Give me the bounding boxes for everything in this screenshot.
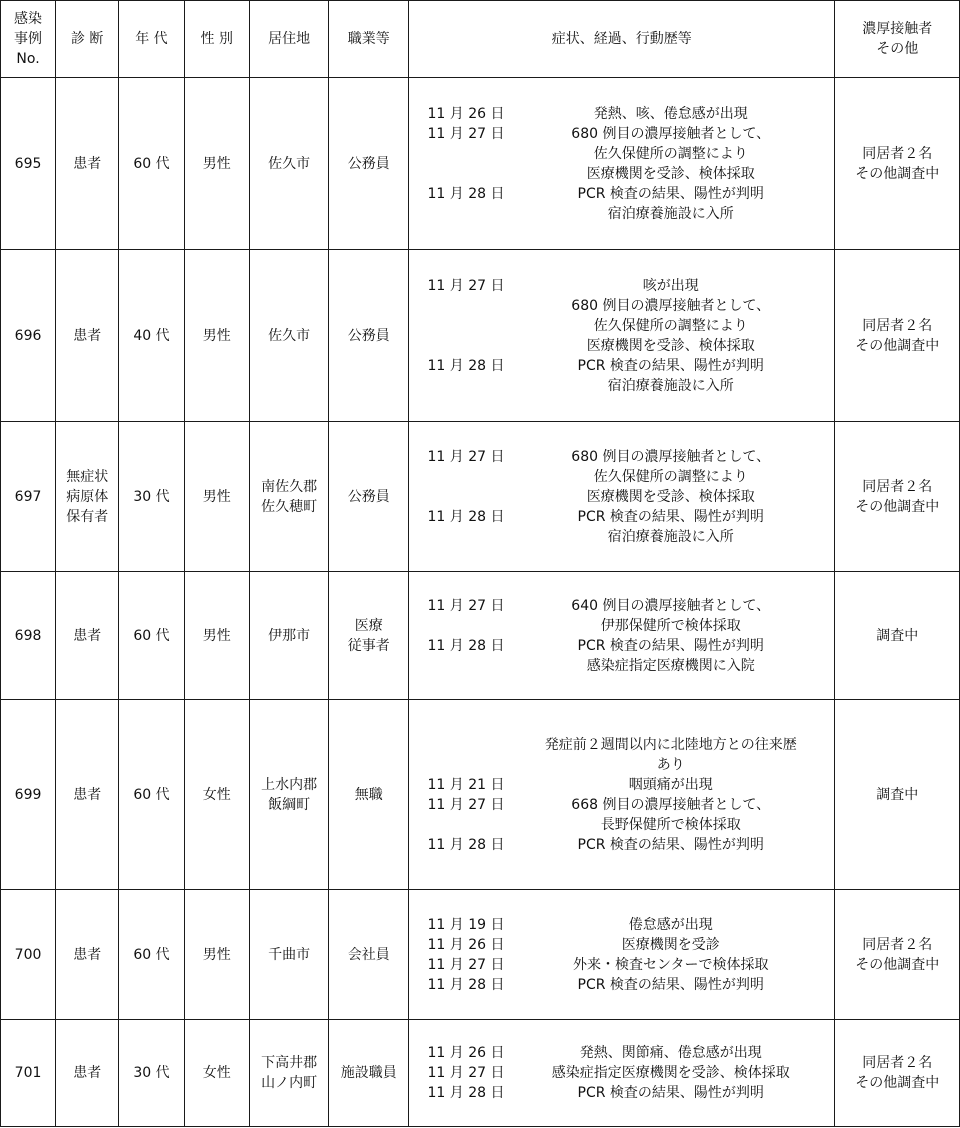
residence-cell: 下高井郡 山ノ内町	[249, 1020, 329, 1127]
history-date: 11 月 28 日	[427, 836, 505, 853]
residence-cell: 伊那市	[249, 572, 329, 700]
age-cell: 60 代	[119, 572, 184, 700]
history-date: 11 月 27 日	[427, 796, 505, 813]
case-no-cell: 698	[1, 572, 56, 700]
age-cell: 30 代	[119, 1020, 184, 1127]
contact-cell: 調査中	[835, 572, 960, 700]
occupation-cell: 公務員	[329, 250, 409, 422]
age-cell: 30 代	[119, 422, 184, 572]
history-text: 640 例目の濃厚接触者として、 伊那保健所で検体採取	[571, 597, 771, 634]
diagnosis-cell: 患者	[56, 890, 119, 1020]
header-contact: 濃厚接触者 その他	[835, 1, 960, 78]
history-cell	[409, 700, 835, 890]
history-text: 680 例目の濃厚接触者として、 佐久保健所の調整により 医療機関を受診、検体採取	[571, 448, 771, 505]
case-no-cell: 700	[1, 890, 56, 1020]
contact-cell: 調査中	[835, 700, 960, 890]
contact-cell: 同居者２名 その他調査中	[835, 422, 960, 572]
header-occupation: 職業等	[329, 1, 409, 78]
table-row	[1, 422, 960, 572]
history-date: 11 月 21 日	[427, 776, 505, 793]
history-text: 発熱、関節痛、倦怠感が出現	[579, 1045, 762, 1061]
history-date: 11 月 19 日	[427, 916, 505, 933]
history-text: 咳が出現 680 例目の濃厚接触者として、 佐久保健所の調整により 医療機関を受診、検体採取	[571, 277, 771, 354]
sex-cell: 男性	[184, 422, 249, 572]
history-entries	[409, 913, 834, 997]
header-history: 症状、経過、行動歴等	[409, 1, 835, 78]
residence-cell: 千曲市	[249, 890, 329, 1020]
history-text: 医療機関を受診	[621, 936, 720, 953]
header-sex: 性 別	[184, 1, 249, 78]
diagnosis-cell: 患者	[56, 1020, 119, 1127]
history-entries	[409, 733, 834, 857]
history-entry	[417, 1043, 826, 1063]
history-entry	[417, 1083, 826, 1103]
history-date: 11 月 28 日	[427, 976, 505, 993]
history-entry	[417, 447, 826, 507]
history-cell	[409, 78, 835, 250]
history-date: 11 月 28 日	[427, 508, 505, 525]
history-entry	[417, 735, 826, 775]
history-date: 11 月 26 日	[427, 936, 505, 953]
header-case-no: 感染 事例 No.	[1, 1, 56, 78]
residence-cell: 南佐久郡 佐久穂町	[249, 422, 329, 572]
history-entry	[417, 1063, 826, 1083]
sex-cell: 女性	[184, 700, 249, 890]
history-entry	[417, 636, 826, 676]
residence-cell: 佐久市	[249, 78, 329, 250]
history-text: PCR 検査の結果、陽性が判明	[577, 1085, 764, 1101]
history-cell	[409, 1020, 835, 1127]
sex-cell: 男性	[184, 572, 249, 700]
sex-cell: 男性	[184, 78, 249, 250]
header-row	[1, 1, 960, 78]
diagnosis-cell: 患者	[56, 250, 119, 422]
history-entry	[417, 975, 826, 995]
case-no-cell: 701	[1, 1020, 56, 1127]
occupation-cell: 医療 従事者	[329, 572, 409, 700]
age-cell: 40 代	[119, 250, 184, 422]
history-entries	[409, 102, 834, 226]
sex-cell: 男性	[184, 250, 249, 422]
table-row	[1, 1020, 960, 1127]
history-cell	[409, 890, 835, 1020]
history-date: 11 月 28 日	[427, 185, 505, 202]
history-text: 外来・検査センターで検体採取	[573, 956, 769, 973]
history-text: 咽頭痛が出現	[628, 776, 713, 793]
history-entry	[417, 596, 826, 636]
history-text: PCR 検査の結果、陽性が判明 宿泊療養施設に入所	[577, 508, 764, 545]
history-text: PCR 検査の結果、陽性が判明 感染症指定医療機関に入院	[577, 637, 764, 674]
history-date: 11 月 27 日	[427, 448, 505, 465]
history-text: 発熱、咳、倦怠感が出現	[593, 105, 748, 122]
history-entry	[417, 835, 826, 855]
header-diagnosis: 診 断	[56, 1, 119, 78]
history-entry	[417, 124, 826, 184]
history-date: 11 月 26 日	[427, 1045, 505, 1061]
contact-cell: 同居者２名 その他調査中	[835, 1020, 960, 1127]
history-date: 11 月 27 日	[427, 956, 505, 973]
occupation-cell: 公務員	[329, 422, 409, 572]
history-entry	[417, 795, 826, 835]
diagnosis-cell: 無症状 病原体 保有者	[56, 422, 119, 572]
occupation-cell: 公務員	[329, 78, 409, 250]
history-cell	[409, 572, 835, 700]
diagnosis-cell: 患者	[56, 700, 119, 890]
occupation-cell: 無職	[329, 700, 409, 890]
history-date: 11 月 28 日	[427, 1085, 505, 1101]
case-no-cell: 699	[1, 700, 56, 890]
history-entry	[417, 507, 826, 547]
history-date: 11 月 27 日	[427, 277, 505, 294]
table-row	[1, 250, 960, 422]
history-text: 668 例目の濃厚接触者として、 長野保健所で検体採取	[571, 796, 771, 833]
table-row	[1, 572, 960, 700]
history-entry	[417, 955, 826, 975]
case-no-cell: 697	[1, 422, 56, 572]
history-date: 11 月 26 日	[427, 105, 505, 122]
contact-cell: 同居者２名 その他調査中	[835, 78, 960, 250]
history-cell	[409, 250, 835, 422]
history-entries	[409, 594, 834, 678]
residence-cell: 佐久市	[249, 250, 329, 422]
history-text: PCR 検査の結果、陽性が判明	[577, 976, 764, 993]
age-cell: 60 代	[119, 700, 184, 890]
table-row	[1, 700, 960, 890]
history-text: 感染症指定医療機関を受診、検体採取	[551, 1065, 790, 1081]
diagnosis-cell: 患者	[56, 572, 119, 700]
history-text: PCR 検査の結果、陽性が判明	[577, 836, 764, 853]
sex-cell: 男性	[184, 890, 249, 1020]
history-date: 11 月 27 日	[427, 597, 505, 614]
age-cell: 60 代	[119, 78, 184, 250]
history-entry	[417, 276, 826, 356]
header-residence: 居住地	[249, 1, 329, 78]
contact-cell: 同居者２名 その他調査中	[835, 890, 960, 1020]
history-entry	[417, 184, 826, 224]
age-cell: 60 代	[119, 890, 184, 1020]
contact-cell: 同居者２名 その他調査中	[835, 250, 960, 422]
case-no-cell: 695	[1, 78, 56, 250]
history-text: PCR 検査の結果、陽性が判明 宿泊療養施設に入所	[577, 357, 764, 394]
history-entries	[409, 274, 834, 398]
history-text: 680 例目の濃厚接触者として、 佐久保健所の調整により 医療機関を受診、検体採取	[571, 125, 771, 182]
history-cell	[409, 422, 835, 572]
history-text: 発症前２週間以内に北陸地方との往来歴 あり	[544, 736, 797, 773]
residence-cell: 上水内郡 飯綱町	[249, 700, 329, 890]
history-entry	[417, 775, 826, 795]
history-date: 11 月 27 日	[427, 1065, 505, 1081]
history-entry	[417, 935, 826, 955]
diagnosis-cell: 患者	[56, 78, 119, 250]
sex-cell: 女性	[184, 1020, 249, 1127]
case-no-cell: 696	[1, 250, 56, 422]
occupation-cell: 施設職員	[329, 1020, 409, 1127]
history-text: PCR 検査の結果、陽性が判明 宿泊療養施設に入所	[577, 185, 764, 222]
case-table-body	[1, 78, 960, 1127]
occupation-cell: 会社員	[329, 890, 409, 1020]
history-text: 倦怠感が出現	[628, 916, 713, 933]
header-age: 年 代	[119, 1, 184, 78]
history-entry	[417, 915, 826, 935]
history-entries	[409, 445, 834, 549]
table-row	[1, 890, 960, 1020]
history-entry	[417, 104, 826, 124]
history-date: 11 月 28 日	[427, 637, 505, 654]
history-date: 11 月 27 日	[427, 125, 505, 142]
history-entries	[409, 1041, 834, 1105]
history-entry	[417, 356, 826, 396]
history-date: 11 月 28 日	[427, 357, 505, 374]
table-row	[1, 78, 960, 250]
